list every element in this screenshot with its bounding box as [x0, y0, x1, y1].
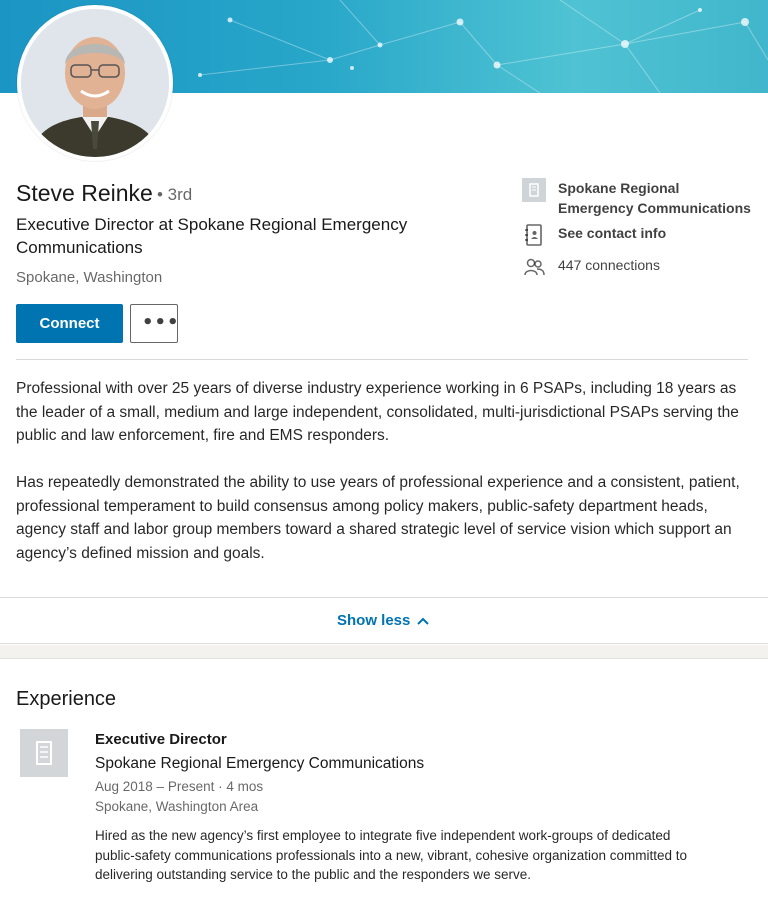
show-less-label: Show less	[337, 612, 411, 629]
experience-heading: Experience	[16, 688, 117, 710]
summary-paragraph: Has repeatedly demonstrated the ability to use years of professional experience and a consistent, patient, professional temperament to build consensus among policy makers, public-safety department heads, agency staff and labor group members toward a shared strategic level of service vision which support an agency’s defined mission and goals.	[16, 474, 740, 562]
experience-dates: Aug 2018 – Present · 4 mos	[95, 779, 264, 794]
current-company-name: Spokane Regional Emergency Communications	[558, 180, 751, 216]
current-company-link[interactable]	[522, 178, 758, 218]
profile-name: Steve Reinke	[16, 180, 153, 206]
more-icon: •••	[142, 312, 180, 333]
company-logo[interactable]	[20, 729, 68, 777]
connection-degree: • 3rd	[157, 185, 193, 204]
experience-company[interactable]: Spokane Regional Emergency Communications	[95, 755, 425, 772]
profile-location: Spokane, Washington	[16, 269, 163, 286]
connections-count: 447 connections	[558, 257, 660, 273]
section-divider	[16, 359, 748, 360]
summary-paragraph: Professional with over 25 years of diverse industry experience working in 6 PSAPs, including 18 years as the leader of a small, medium and large independent, consolidated, multi-jurisdictional PSAPs serving the public and law enforcement, fire and EMS responders.	[16, 380, 739, 444]
contact-info-link[interactable]	[522, 223, 666, 247]
experience-location: Spokane, Washington Area	[95, 799, 259, 814]
building-icon	[20, 729, 68, 777]
connect-button[interactable]: Connect	[16, 304, 123, 343]
profile-photo[interactable]	[17, 5, 173, 161]
chevron-up-icon	[416, 616, 430, 626]
address-book-icon	[522, 223, 546, 247]
company-logo-icon	[522, 178, 546, 202]
profile-headline: Executive Director at Spokane Regional Emergency Communications	[16, 215, 408, 257]
section-gap	[0, 645, 768, 658]
connections-link[interactable]	[522, 255, 660, 279]
people-icon	[522, 255, 546, 279]
about-summary	[16, 377, 756, 565]
experience-role: Executive Director	[95, 731, 227, 748]
experience-description: Hired as the new agency’s first employee to integrate five independent work-groups of dedicated public-safety communications professionals into a new, vibrant, cohesive organization committed to delivering outstanding service to the public and the responders we serve.	[95, 828, 688, 882]
show-less-button[interactable]	[337, 612, 430, 629]
more-actions-button[interactable]	[130, 304, 178, 343]
person-photo-icon	[21, 9, 169, 157]
contact-info-label: See contact info	[558, 225, 667, 241]
